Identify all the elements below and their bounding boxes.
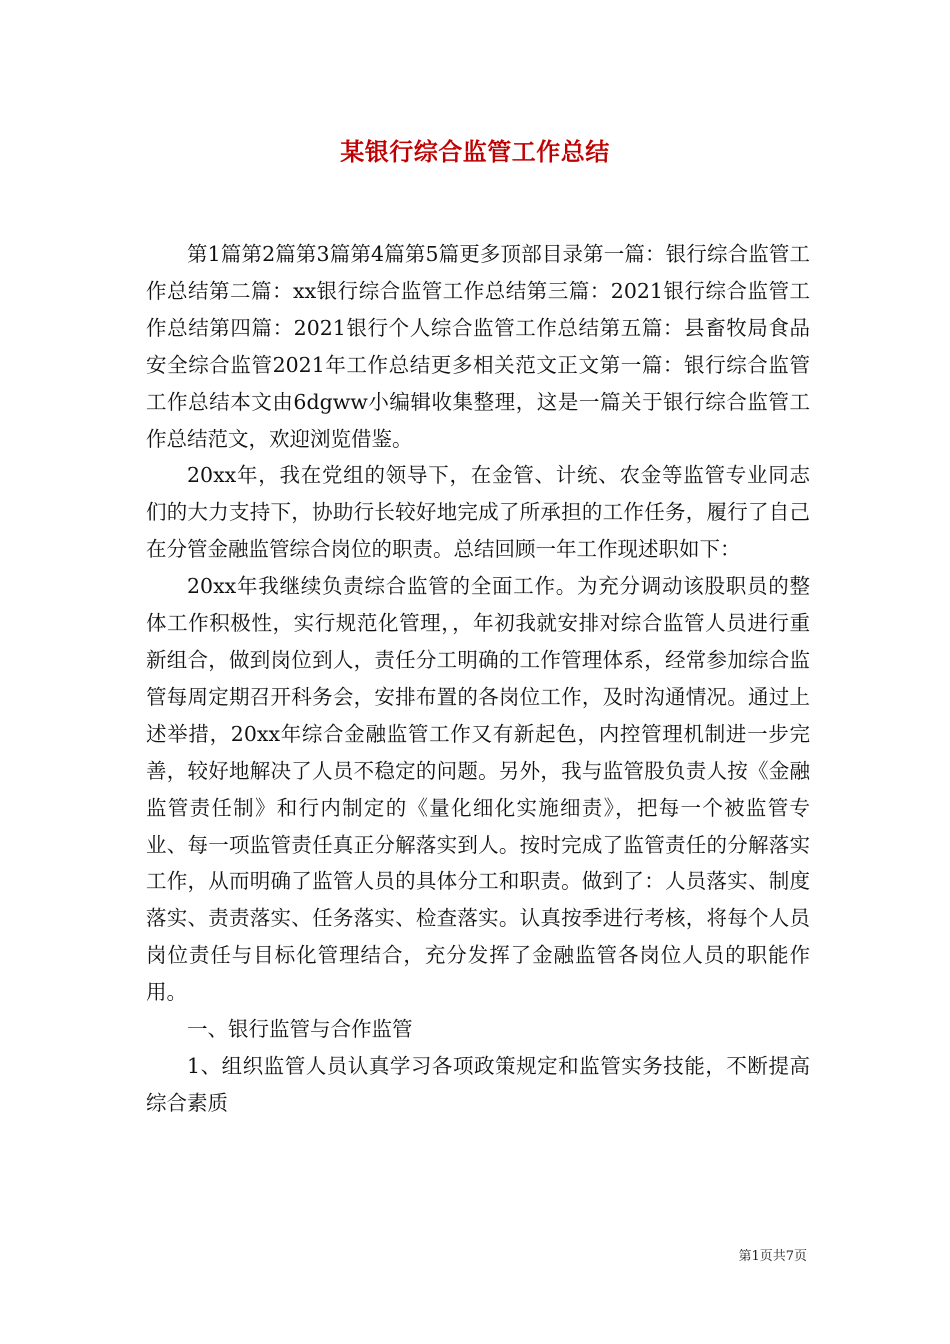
paragraph-main: 20xx年我继续负责综合监管的全面工作。为充分调动该股职员的整体工作积极性，实行规范化管理，，年初我就安排对综合监管人员进行重新组合，做到岗位到人，责任分工明确的工作管理体系，经常参加综合监管每周定期召开科务会，安排布置的各岗位工作，及时沟通情况。通过上述举措，20xx年综合金融监管工作又有新起色，内控管理机制进一步完善，较好地解决了人员不稳定的问题。另外，我与监管股负责人按《金融监管责任制》和行内制定的《量化细化实施细责》，把每一个被监管专业、每一项监管责任真正分解落实到人。按时完成了监管责任的分解落实工作，从而明确了监管人员的具体分工和职责。做到了：人员落实、制度落实、责责落实、任务落实、检查落实。认真按季进行考核，将每个人员岗位责任与目标化管理结合，充分发挥了金融监管各岗位人员的职能作用。: [146, 574, 810, 1005]
document-body: [146, 236, 810, 1122]
paragraph-intro: 20xx年，我在党组的领导下，在金管、计统、农金等监管专业同志们的大力支持下，协助行长较好地完成了所承担的工作任务，履行了自己在分管金融监管综合岗位的职责。总结回顾一年工作现述职如下：: [146, 463, 810, 562]
section-heading: 一、银行监管与合作监管: [187, 1017, 413, 1042]
document-title: 某银行综合监管工作总结: [340, 137, 610, 166]
paragraph-toc: 第1篇第2篇第3篇第4篇第5篇更多顶部目录第一篇：银行综合监管工作总结第二篇：xx银行综合监管工作总结第三篇：2021银行综合监管工作总结第四篇：2021银行个人综合监管工作总结第五篇：县畜牧局食品安全综合监管2021年工作总结更多相关范文正文第一篇：银行综合监管工作总结本文由6dgww小编辑收集整理，这是一篇关于银行综合监管工作总结范文，欢迎浏览借鉴。: [146, 242, 810, 451]
page-number: 第1页共7页: [738, 1249, 807, 1264]
paragraph-item-1: 1、组织监管人员认真学习各项政策规定和监管实务技能，不断提高综合素质: [146, 1053, 810, 1115]
